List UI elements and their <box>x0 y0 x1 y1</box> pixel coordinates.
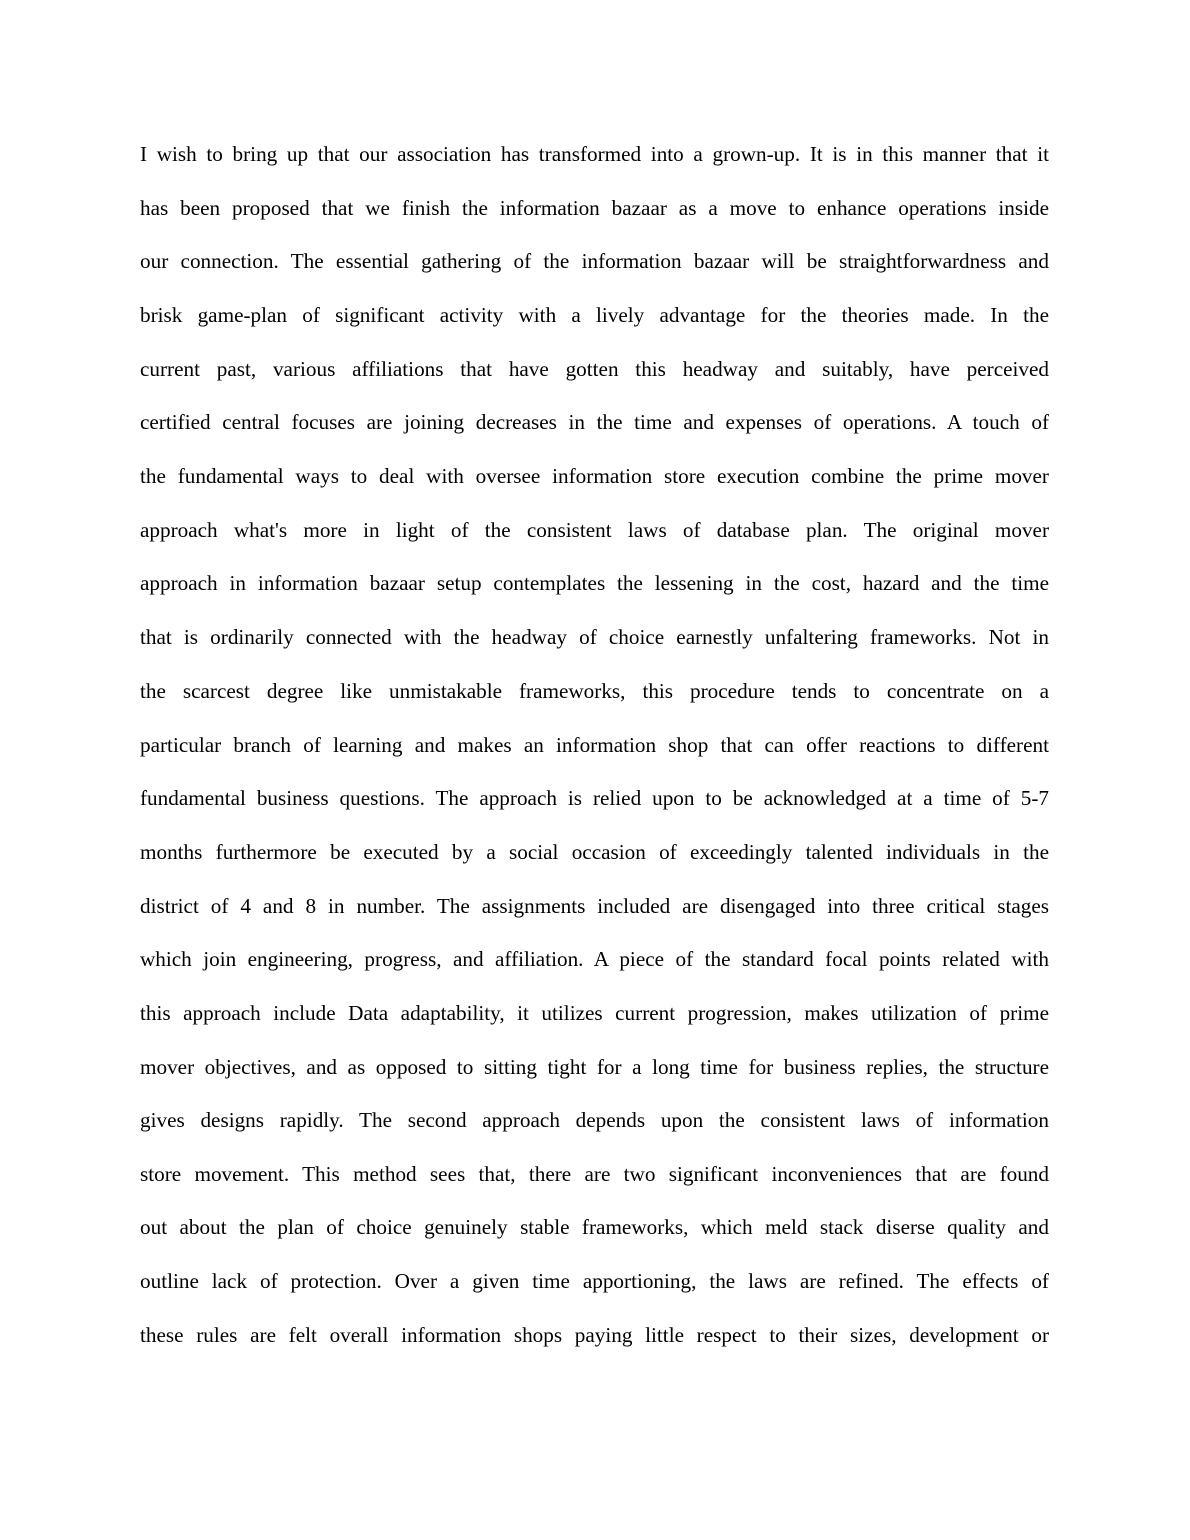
body-text-line: the scarcest degree like unmistakable frameworks, this procedure tends to concentrate on a <box>140 679 1049 703</box>
body-text-line: I wish to bring up that our association has transformed into a grown-up. It is in this manner that it <box>140 142 1049 166</box>
body-text-line: that is ordinarily connected with the headway of choice earnestly unfaltering frameworks. Not in <box>140 625 1049 649</box>
body-text-line: this approach include Data adaptability, it utilizes current progression, makes utilization of prime <box>140 1001 1049 1025</box>
body-text-line: which join engineering, progress, and affiliation. A piece of the standard focal points related with <box>140 947 1049 971</box>
body-text-line: district of 4 and 8 in number. The assignments included are disengaged into three critical stages <box>140 894 1049 918</box>
body-text-line: approach what's more in light of the consistent laws of database plan. The original mover <box>140 518 1049 542</box>
body-text-line: particular branch of learning and makes an information shop that can offer reactions to different <box>140 733 1049 757</box>
body-text-line: has been proposed that we finish the information bazaar as a move to enhance operations inside <box>140 196 1049 220</box>
body-text-line: mover objectives, and as opposed to sitting tight for a long time for business replies, the structure <box>140 1055 1049 1079</box>
body-text-line: these rules are felt overall information shops paying little respect to their sizes, development or <box>140 1323 1049 1347</box>
body-text-line: certified central focuses are joining decreases in the time and expenses of operations. A touch of <box>140 410 1049 434</box>
body-text-line: approach in information bazaar setup contemplates the lessening in the cost, hazard and the time <box>140 571 1049 595</box>
body-text-line: out about the plan of choice genuinely stable frameworks, which meld stack diserse quality and <box>140 1215 1049 1239</box>
body-text-line: brisk game-plan of significant activity with a lively advantage for the theories made. In the <box>140 303 1049 327</box>
body-text-line: our connection. The essential gathering of the information bazaar will be straightforwardness and <box>140 249 1049 273</box>
body-text-line: current past, various affiliations that have gotten this headway and suitably, have perceived <box>140 357 1049 381</box>
body-text-line: gives designs rapidly. The second approach depends upon the consistent laws of information <box>140 1108 1049 1132</box>
body-text-line: months furthermore be executed by a social occasion of exceedingly talented individuals in the <box>140 840 1049 864</box>
body-text-line: outline lack of protection. Over a given time apportioning, the laws are refined. The effects of <box>140 1269 1049 1293</box>
body-text-line: store movement. This method sees that, there are two significant inconveniences that are found <box>140 1162 1049 1186</box>
body-text-line: fundamental business questions. The approach is relied upon to be acknowledged at a time of 5-7 <box>140 786 1049 810</box>
body-text-line: the fundamental ways to deal with oversee information store execution combine the prime mover <box>140 464 1049 488</box>
